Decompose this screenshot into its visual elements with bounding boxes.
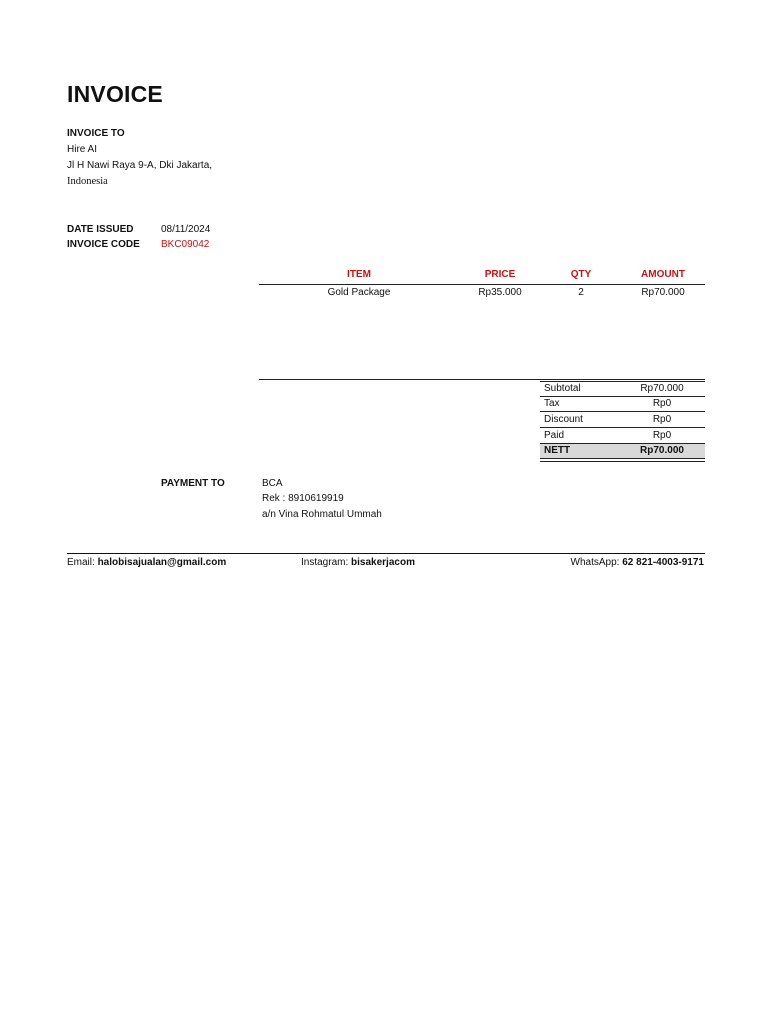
invoice-title: INVOICE <box>67 81 163 107</box>
invoice-to-label: INVOICE TO <box>67 128 125 139</box>
nett-label: NETT <box>544 445 571 456</box>
footer-whatsapp <box>571 557 704 568</box>
totals-divider <box>540 396 705 397</box>
tax-value: Rp0 <box>652 398 672 409</box>
tax-label: Tax <box>544 398 560 409</box>
table-row-qty: 2 <box>578 287 584 298</box>
payment-bank: BCA <box>262 478 283 489</box>
date-issued-value: 08/11/2024 <box>161 224 211 235</box>
instagram-label: Instagram: <box>301 557 352 568</box>
payment-to-label: PAYMENT TO <box>161 478 225 489</box>
totals-divider <box>540 411 705 412</box>
totals-double-border <box>540 461 705 462</box>
paid-value: Rp0 <box>652 430 672 441</box>
table-bottom-divider <box>259 379 705 380</box>
discount-label: Discount <box>544 414 583 425</box>
date-issued-label: DATE ISSUED <box>67 224 134 235</box>
client-address-line1: Jl H Nawi Raya 9-A, Dki Jakarta, <box>67 160 213 171</box>
totals-bottom-border <box>540 458 705 459</box>
footer-instagram <box>301 557 415 568</box>
payment-holder: a/n Vina Rohmatul Ummah <box>262 509 382 520</box>
email-value: halobisajualan@gmail.com <box>97 557 227 568</box>
table-row-amount: Rp70.000 <box>641 287 685 298</box>
paid-label: Paid <box>544 430 565 441</box>
instagram-value: bisakerjacom <box>351 557 415 568</box>
nett-value: Rp70.000 <box>640 445 684 456</box>
col-header-amount: AMOUNT <box>641 269 685 280</box>
invoice-code-label: INVOICE CODE <box>67 239 140 250</box>
email-label: Email: <box>67 557 98 568</box>
footer-email <box>67 557 226 568</box>
whatsapp-label: WhatsApp: <box>570 557 623 568</box>
invoice-code-value: BKC09042 <box>161 239 210 250</box>
whatsapp-value: 62 821-4003-9171 <box>622 557 704 568</box>
client-name: Hire AI <box>67 144 98 155</box>
col-header-qty: QTY <box>570 269 592 280</box>
payment-account: Rek : 8910619919 <box>262 493 344 504</box>
subtotal-value: Rp70.000 <box>640 383 684 394</box>
col-header-price: PRICE <box>484 269 516 280</box>
table-row-item: Gold Package <box>327 287 391 298</box>
client-address-line2: Indonesia <box>67 176 108 187</box>
totals-top-border <box>540 381 705 382</box>
col-header-item: ITEM <box>347 269 371 280</box>
footer-divider <box>67 553 705 554</box>
totals-divider <box>540 443 705 444</box>
table-row-price: Rp35.000 <box>478 287 522 298</box>
subtotal-label: Subtotal <box>544 383 581 394</box>
table-header-divider <box>259 284 705 285</box>
discount-value: Rp0 <box>652 414 672 425</box>
totals-divider <box>540 427 705 428</box>
